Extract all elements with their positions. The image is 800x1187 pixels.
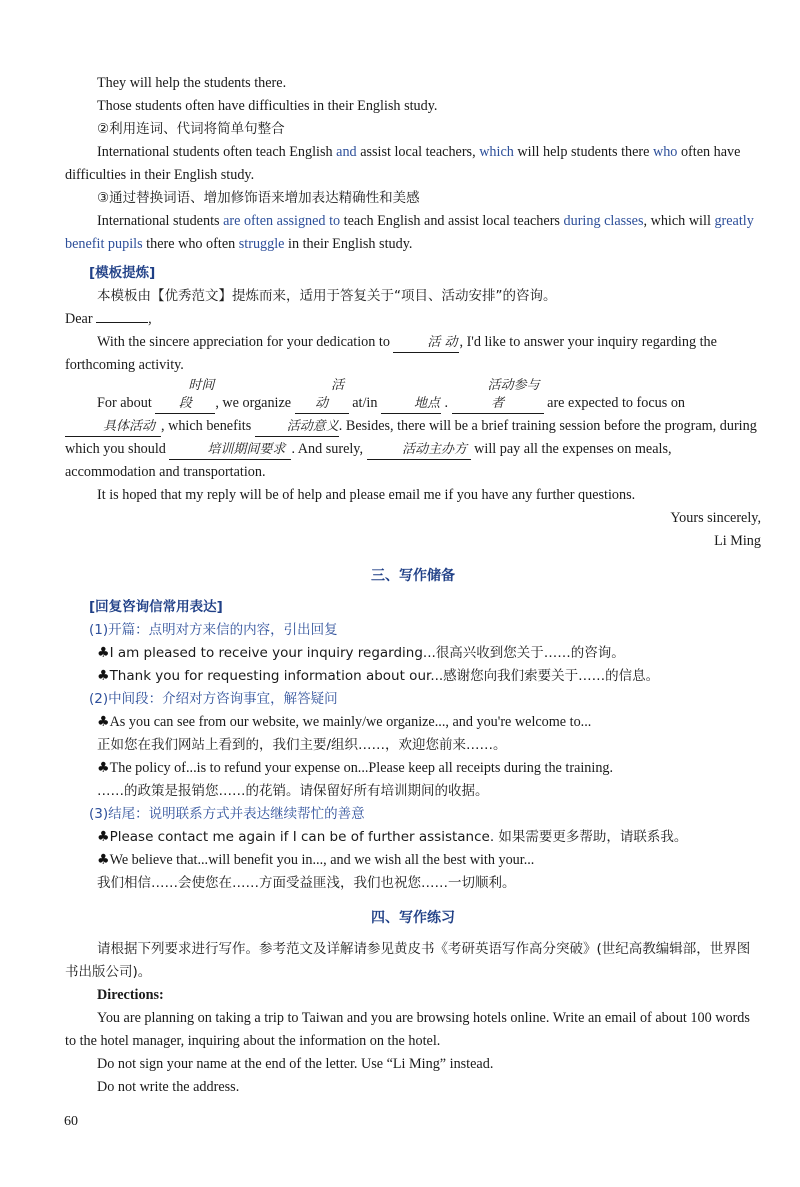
signature: Li Ming <box>714 533 761 549</box>
blank-participants: 活动参与者 <box>452 377 544 414</box>
directions-2: Do not sign your name at the end of the letter. Use “Li Ming” instead. <box>97 1056 494 1072</box>
page-content <box>65 72 761 1099</box>
exercise-intro: 请根据下列要求进行写作。参考范文及详解请参见黄皮书《考研英语写作高分突破》(世纪高教编辑部，世界图书出版公司)。 <box>65 941 751 980</box>
section-3-title: 三、写作储备 <box>371 568 455 584</box>
section-4-title: 四、写作练习 <box>371 910 455 926</box>
template-intro: 本模板由【优秀范文】提炼而来，适用于答复关于“项目、活动安排”的咨询。 <box>97 288 557 304</box>
blank-requirements: 培训期间要求 <box>169 441 291 460</box>
expression-1: ♣I am pleased to receive your inquiry regarding...很高兴收到您关于……的咨询。 <box>97 645 625 661</box>
blank-meaning: 活动意义 <box>255 418 339 437</box>
club-icon: ♣ <box>97 829 110 845</box>
club-icon: ♣ <box>97 714 110 730</box>
sentence-2: Those students often have difficulties in their English study. <box>97 98 438 114</box>
club-icon: ♣ <box>97 668 110 684</box>
expression-6-en: ♣We believe that...will benefit you in..., and we wish all the best with your... <box>97 852 535 868</box>
page-number: 60 <box>64 1114 78 1129</box>
expression-5: ♣Please contact me again if I can be of further assistance. 如果需要更多帮助，请联系我。 <box>97 829 688 845</box>
expression-3-en: ♣As you can see from our website, we mainly/we organize..., and you're welcome to... <box>97 714 592 730</box>
blank-time: 时间段 <box>155 377 215 414</box>
closing: Yours sincerely, <box>670 510 761 526</box>
subheading-middle: (2)中间段：介绍对方咨询事宜，解答疑问 <box>89 691 338 707</box>
name-blank <box>96 322 148 323</box>
blank-activity: 活 动 <box>393 334 459 353</box>
sentence-1: They will help the students there. <box>97 75 287 91</box>
blank-specific: 具体活动 <box>65 418 161 437</box>
expression-4-en: ♣The policy of...is to refund your expense on...Please keep all receipts during the training. <box>97 760 614 776</box>
blank-organizer: 活动主办方 <box>367 441 471 460</box>
step3-heading: ③通过替换词语、增加修饰语来增加表达精确性和美感 <box>97 190 420 206</box>
expressions-label: [回复咨询信常用表达] <box>89 599 223 615</box>
club-icon: ♣ <box>97 852 110 868</box>
directions-1: You are planning on taking a trip to Taiwan and you are browsing hotels online. Write an email of about 100 words to the hotel manager, inquiring about the information on the hotel. <box>65 1010 750 1049</box>
step2-paragraph: International students often teach English and assist local teachers, which will help students there who often have difficulties in their English study. <box>65 144 741 183</box>
expression-6-zh: 我们相信……会使您在……方面受益匪浅，我们也祝您……一切顺利。 <box>97 875 516 891</box>
expression-3-zh: 正如您在我们网站上看到的，我们主要/组织……，欢迎您前来……。 <box>97 737 507 753</box>
template-paragraph-2: For about 时间段 , we organize 活 动 at/in 地点 . 活动参与者 are expected to focus on 具体活动 , which benefits 活动意义. Besides, there will be a brief training session before the program, during which you should 培训期间要求 . And surely, 活动主办方 will pay all the expenses on meals, accommodation and transportation. <box>65 378 757 480</box>
subheading-opening: (1)开篇：点明对方来信的内容，引出回复 <box>89 622 338 638</box>
step3-paragraph: International students are often assigned to teach English and assist local teachers during classes, which will greatly benefit pupils there who often struggle in their English study. <box>65 213 754 252</box>
template-paragraph-1: With the sincere appreciation for your dedication to 活 动 , I'd like to answer your inquiry regarding the forthcoming activity. <box>65 334 717 373</box>
subheading-closing: (3)结尾：说明联系方式并表达继续帮忙的善意 <box>89 806 365 822</box>
salutation: Dear , <box>65 311 152 327</box>
step2-heading: ②利用连词、代词将简单句整合 <box>97 121 285 137</box>
template-paragraph-3: It is hoped that my reply will be of help and please email me if you have any further questions. <box>97 487 636 503</box>
club-icon: ♣ <box>97 645 110 661</box>
directions-3: Do not write the address. <box>97 1079 240 1095</box>
expression-2: ♣Thank you for requesting information about our...感谢您向我们索要关于……的信息。 <box>97 668 660 684</box>
club-icon: ♣ <box>97 760 110 776</box>
blank-activity-2: 活 动 <box>295 377 349 414</box>
blank-place: 地点 <box>381 395 441 414</box>
expression-4-zh: ……的政策是报销您……的花销。请保留好所有培训期间的收据。 <box>97 783 489 799</box>
directions-label: Directions: <box>97 987 164 1003</box>
template-label: [模板提炼] <box>89 265 156 281</box>
